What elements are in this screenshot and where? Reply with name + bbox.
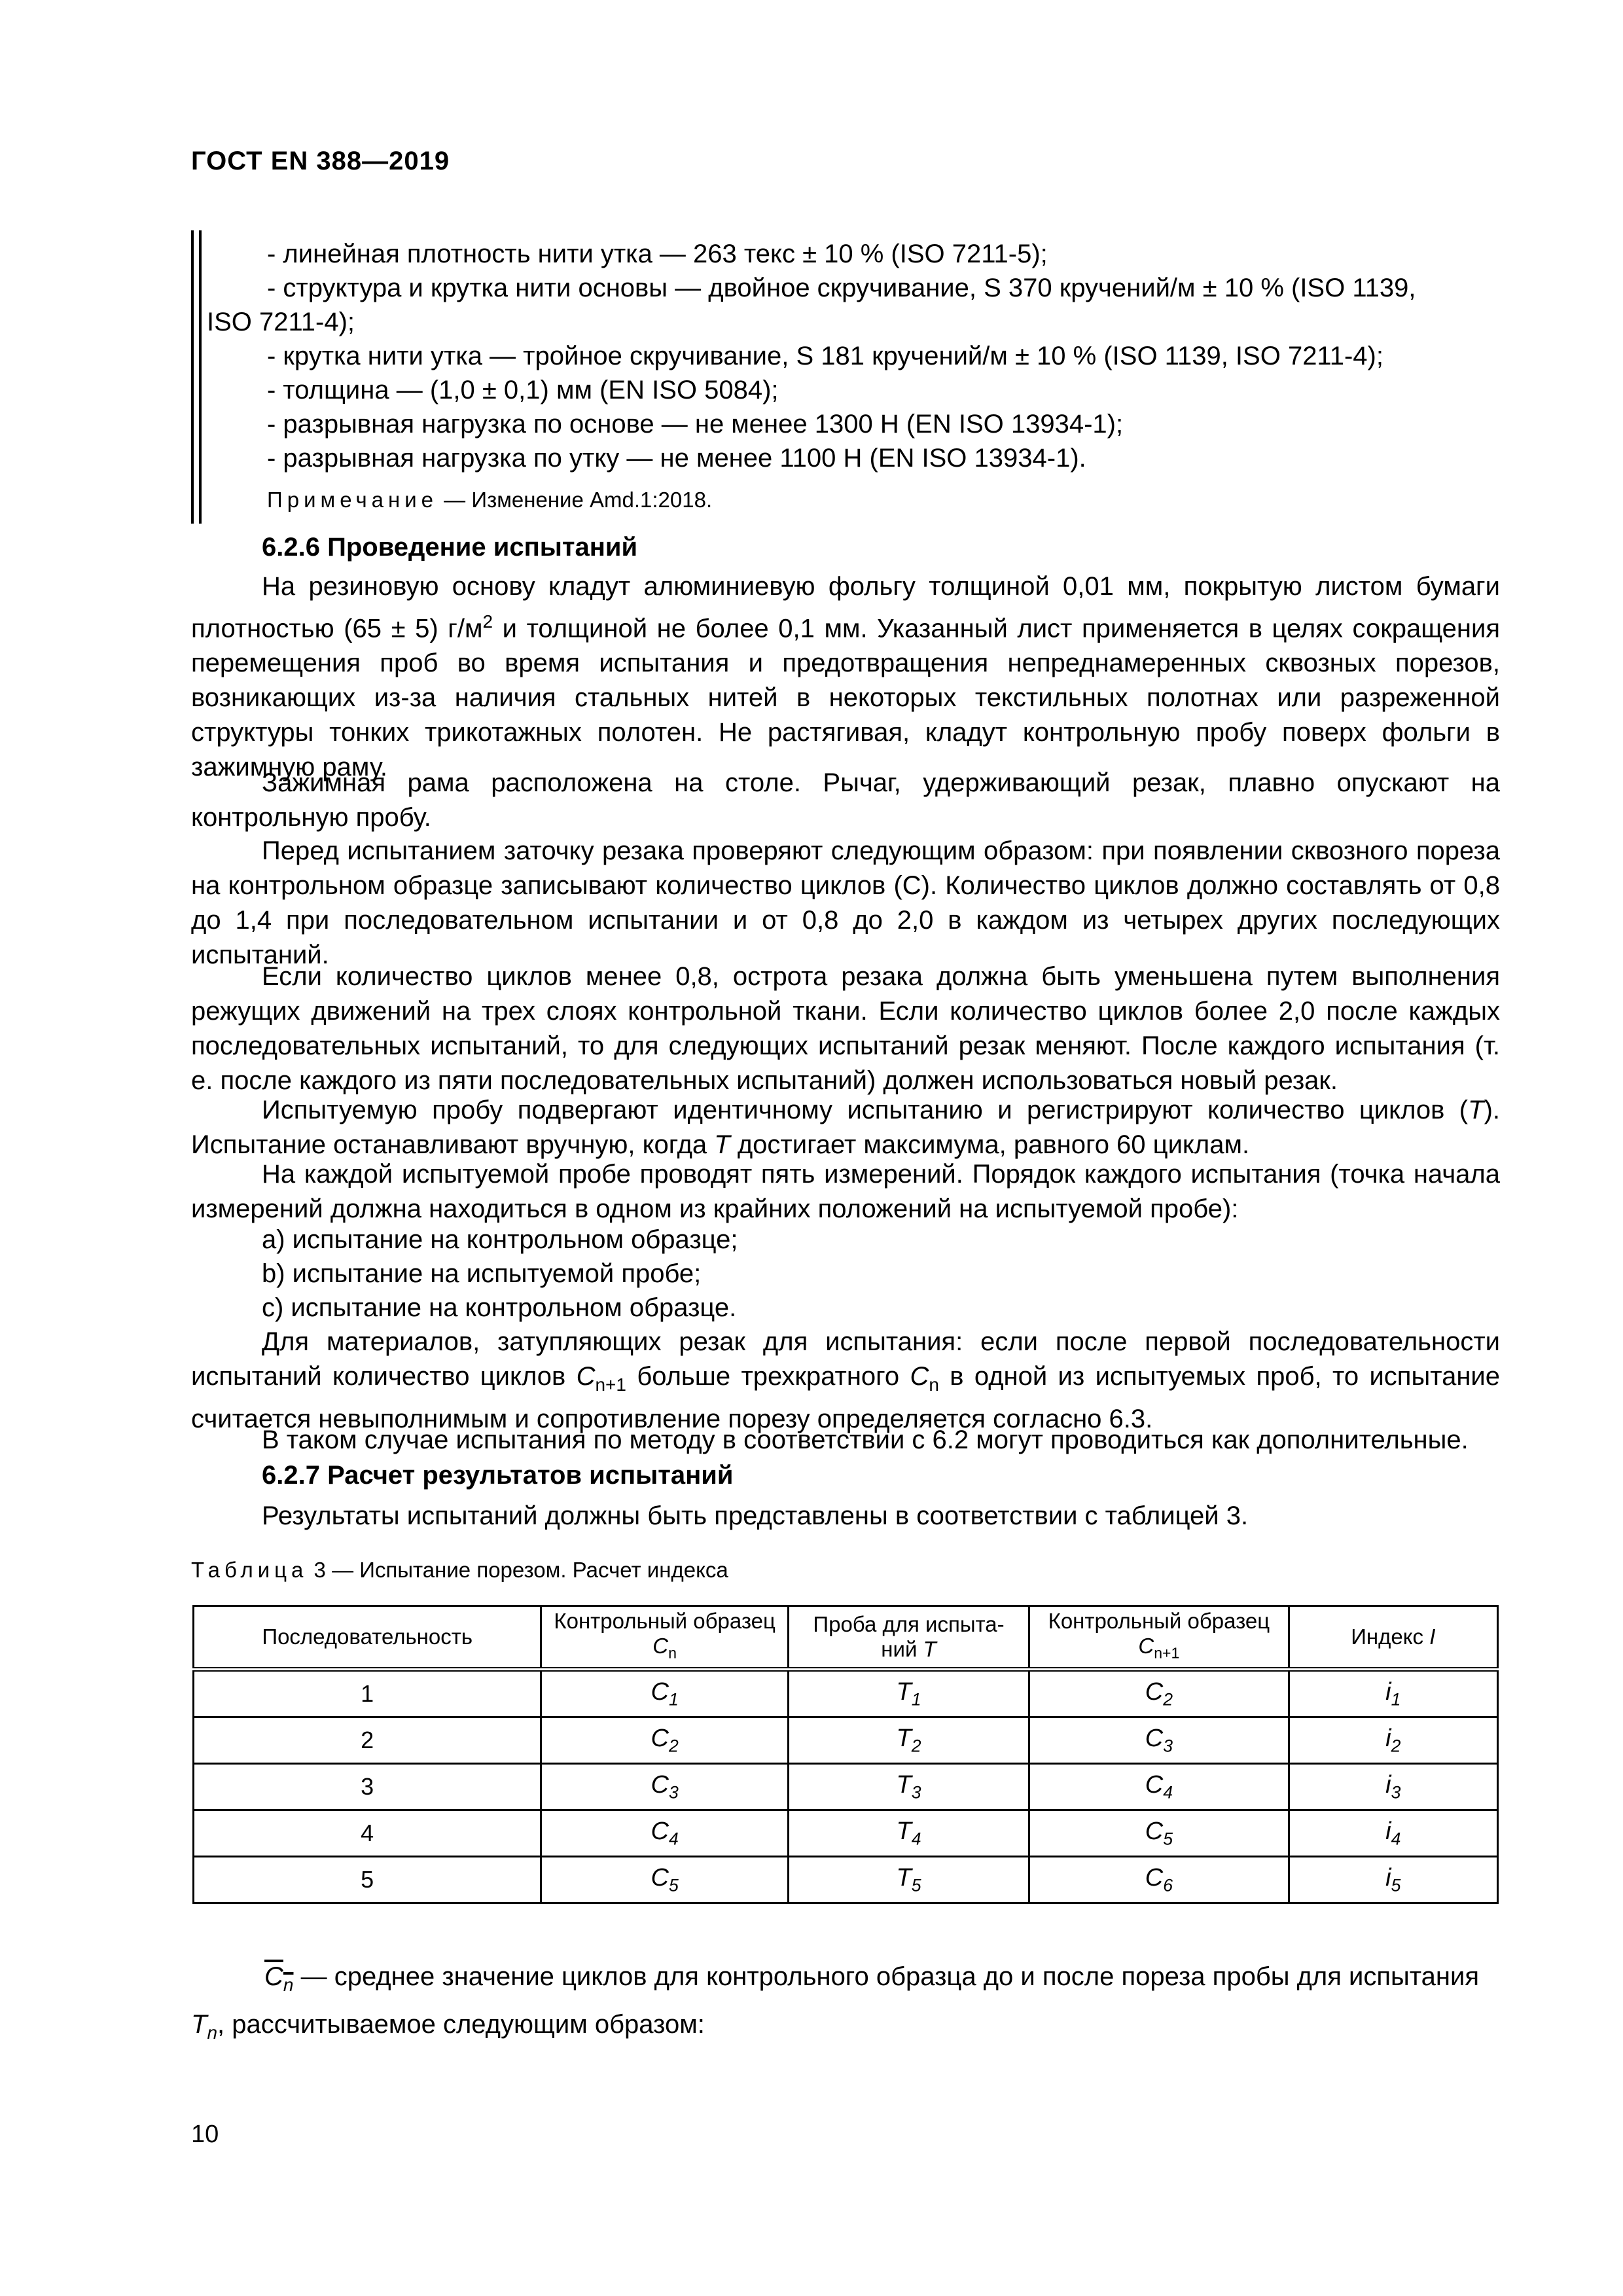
list-item-c: c) испытание на контрольном образце. xyxy=(262,1293,737,1322)
note-text: — Изменение Amd.1:2018. xyxy=(438,488,713,512)
section-heading-627: 6.2.7 Расчет результатов испытаний xyxy=(262,1461,734,1490)
amendment-line-3: ISO 7211-4); xyxy=(207,308,355,336)
col-header-control-sample: Контрольный образец $C_n$ xyxy=(541,1606,789,1670)
table-row: 4 $C_4$ $T_4$ $C_5$ $i_4$ xyxy=(194,1810,1498,1857)
paragraph-626-8: В таком случае испытания по методу в соответствии с 6.2 могут проводиться как дополнительные. xyxy=(262,1426,1469,1454)
cn-mean-symbol: $C_n$ xyxy=(264,1962,294,1995)
paragraph-626-5: Испытуемую пробу подвергают идентичному испытанию и регистрируют количество циклов (T). Испытание останавливают вручную, когда T достигает максимума, равного 60 циклам. xyxy=(191,1096,1500,1159)
footnote-cn-mean: $C_n$ — среднее значение циклов для контрольного образца до и после пореза пробы для испытания $T_n$, рассчитываемое следующим образом: xyxy=(191,1962,1480,2043)
list-item-a: a) испытание на контрольном образце; xyxy=(262,1225,738,1254)
table-row: 5 $C_5$ $T_5$ $C_6$ $i_5$ xyxy=(194,1857,1498,1903)
amendment-line-1: - линейная плотность нити утка — 263 текс ± 10 % (ISO 7211-5); xyxy=(267,240,1048,268)
amendment-line-2: - структура и крутка нити основы — двойное скручивание, S 370 кручений/м ± 10 % (ISO 1139, xyxy=(267,274,1416,302)
note-label: Примечание xyxy=(267,488,438,512)
col-header-control-sample-next: Контрольный образец $C_{n+1}$ xyxy=(1029,1606,1289,1670)
paragraph-626-1: На резиновую основу кладут алюминиевую фольгу толщиной 0,01 мм, покрытую листом бумаги плотностью (65 ± 5) $г/м^2$ и толщиной не более 0,1 мм. Указанный лист применяется в целях сокращения перемещения проб во время испытания и предотвращения непреднамеренных сквозных порезов, возникающих из-за наличия стальных нитей в некоторых текстильных полотнах или разреженной структуры тонких трикотажных полотен. Не растягивая, кладут контрольную пробу поверх фольги в зажимную раму. xyxy=(191,572,1500,782)
section-heading-626: 6.2.6 Проведение испытаний xyxy=(262,533,638,562)
page-header: ГОСТ EN 388—2019 xyxy=(191,147,450,175)
col-header-index: Индекс I xyxy=(1289,1606,1497,1670)
table-row: 1 $C_1$ $T_1$ $C_2$ $i_1$ xyxy=(194,1670,1498,1717)
amendment-line-7: - разрывная нагрузка по утку — не менее 1100 Н (EN ISO 13934-1). xyxy=(267,444,1086,473)
amendment-line-6: - разрывная нагрузка по основе — не менее 1300 Н (EN ISO 13934-1); xyxy=(267,410,1124,439)
table-header-row xyxy=(194,1606,1498,1670)
amendment-bar-right xyxy=(199,230,202,524)
table-row: 3 $C_3$ $T_3$ $C_4$ $i_3$ xyxy=(194,1764,1498,1810)
results-table xyxy=(192,1605,1499,1904)
paragraph-626-6: На каждой испытуемой пробе проводят пять измерений. Порядок каждого испытания (точка начала измерений должна находиться в одном из крайних положений на испытуемой пробе): xyxy=(191,1160,1500,1223)
paragraph-626-4: Если количество циклов менее 0,8, острота резака должна быть уменьшена путем выполнения режущих движений на трех слоях контрольной ткани. Если количество циклов более 2,0 после каждых последовательных испытаний, то для следующих испытаний резак меняют. После каждого испытания (т. е. после каждого из пяти последовательных испытаний) должен использоваться новый резак. xyxy=(191,962,1500,1095)
paragraph-626-7: Для материалов, затупляющих резак для испытания: если после первой последовательности испытаний количество циклов $C_{n+1}$ больше трехкратного $C_n$ в одной из испытуемых проб, то испытание считается невыполнимым и сопротивление порезу определяется согласно 6.3. xyxy=(191,1327,1500,1433)
amendment-line-4: - крутка нити утка — тройное скручивание, S 181 кручений/м ± 10 % (ISO 1139, ISO 7211-4); xyxy=(267,342,1383,370)
paragraph-626-3: Перед испытанием заточку резака проверяют следующим образом: при появлении сквозного пореза на контрольном образце записывают количество циклов (С). Количество циклов должно составлять от 0,8 до 1,4 при последовательном испытании и от 0,8 до 2,0 в каждом из четырех других последующих испытаний. xyxy=(191,836,1500,969)
table-row: 2 $C_2$ $T_2$ $C_3$ $i_2$ xyxy=(194,1717,1498,1764)
page-number: 10 xyxy=(191,2121,219,2148)
amendment-note xyxy=(267,487,712,513)
col-header-test-specimen: Проба для испыта- ний T xyxy=(788,1606,1029,1670)
paragraph-626-2: Зажимная рама расположена на столе. Рычаг, удерживающий резак, плавно опускают на контрольную пробу. xyxy=(191,768,1500,832)
amendment-line-5: - толщина — (1,0 ± 0,1) мм (EN ISO 5084); xyxy=(267,376,779,404)
col-header-sequence: Последовательность xyxy=(194,1606,541,1670)
amendment-bar-left xyxy=(191,230,194,524)
list-item-b: b) испытание на испытуемой пробе; xyxy=(262,1259,702,1288)
paragraph-627-1: Результаты испытаний должны быть представлены в соответствии с таблицей 3. xyxy=(262,1501,1249,1530)
table-caption: Таблица 3 — Испытание порезом. Расчет индекса xyxy=(191,1558,728,1582)
